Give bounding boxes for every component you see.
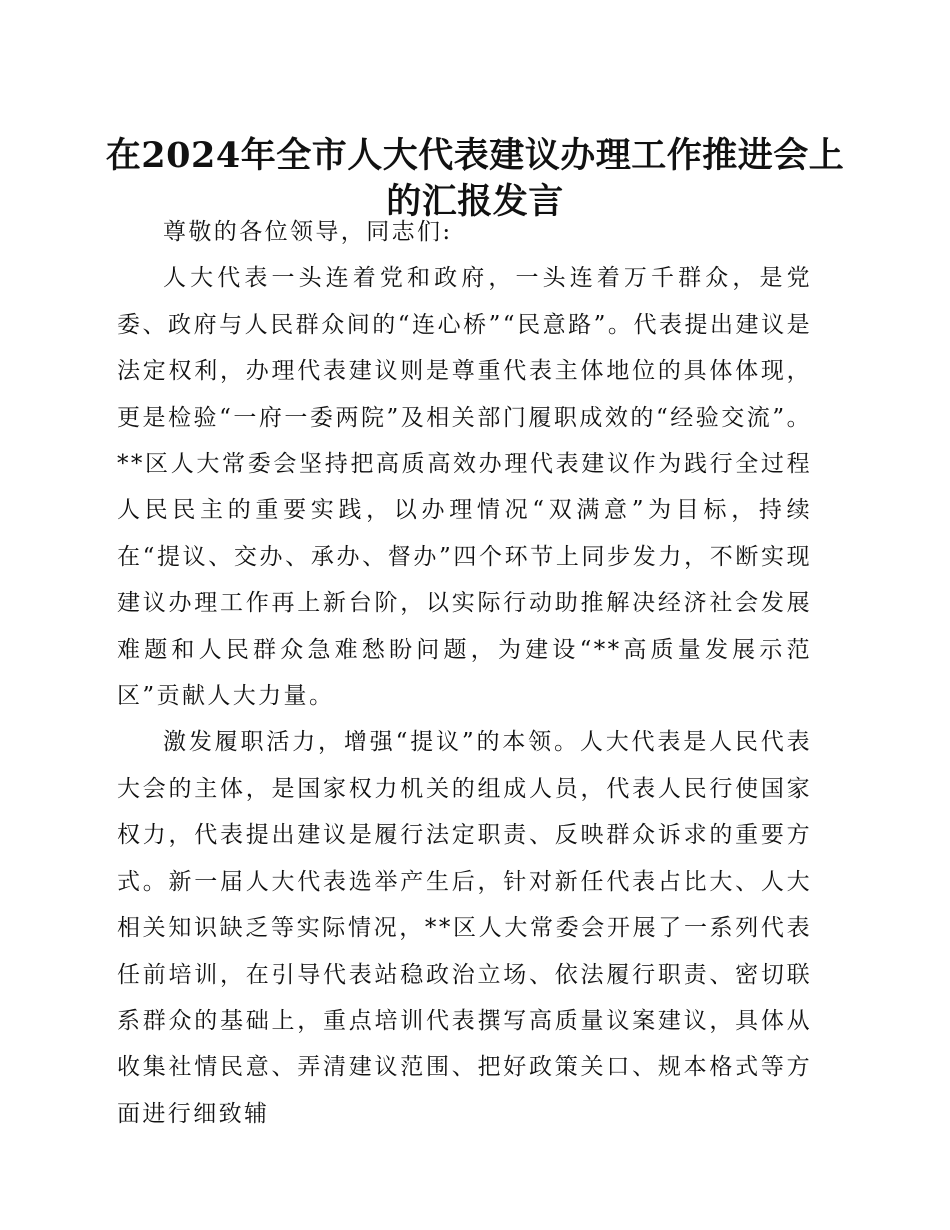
title-line-1: 在2024年全市人大代表建议办理工作推进会上: [105, 135, 845, 176]
document-body: [117, 209, 812, 1137]
body-paragraph-1: 人大代表一头连着党和政府，一头连着万千群众，是党委、政府与人民群众间的“连心桥”“民意路”。代表提出建议是法定权利，办理代表建议则是尊重代表主体地位的具体体现，更是检验“一府一委两院”及相关部门履职成效的“经验交流”。**区人大常委会坚持把高质高效办理代表建议作为践行全过程人民民主的重要实践，以办理情况“双满意”为目标，持续在“提议、交办、承办、督办”四个环节上同步发力，不断实现建议办理工作再上新台阶，以实际行动助推解决经济社会发展难题和人民群众急难愁盼问题，为建设“**高质量发展示范区”贡献人大力量。: [117, 265, 812, 710]
body-paragraph-2: 激发履职活力，增强“提议”的本领。人大代表是人民代表大会的主体，是国家权力机关的组成人员，代表人民行使国家权力，代表提出建议是履行法定职责、反映群众诉求的重要方式。新一届人大代表选举产生后，针对新任代表占比大、人大相关知识缺乏等实际情况，**区人大常委会开展了一系列代表任前培训，在引导代表站稳政治立场、依法履行职责、密切联系群众的基础上，重点培训代表撰写高质量议案建议，具体从收集社情民意、弄清建议范围、把好政策关口、规本格式等方面进行细致辅: [117, 729, 812, 1127]
greeting-paragraph: 尊敬的各位领导，同志们:: [163, 219, 453, 245]
title-line-2: 的汇报发言: [386, 181, 564, 222]
